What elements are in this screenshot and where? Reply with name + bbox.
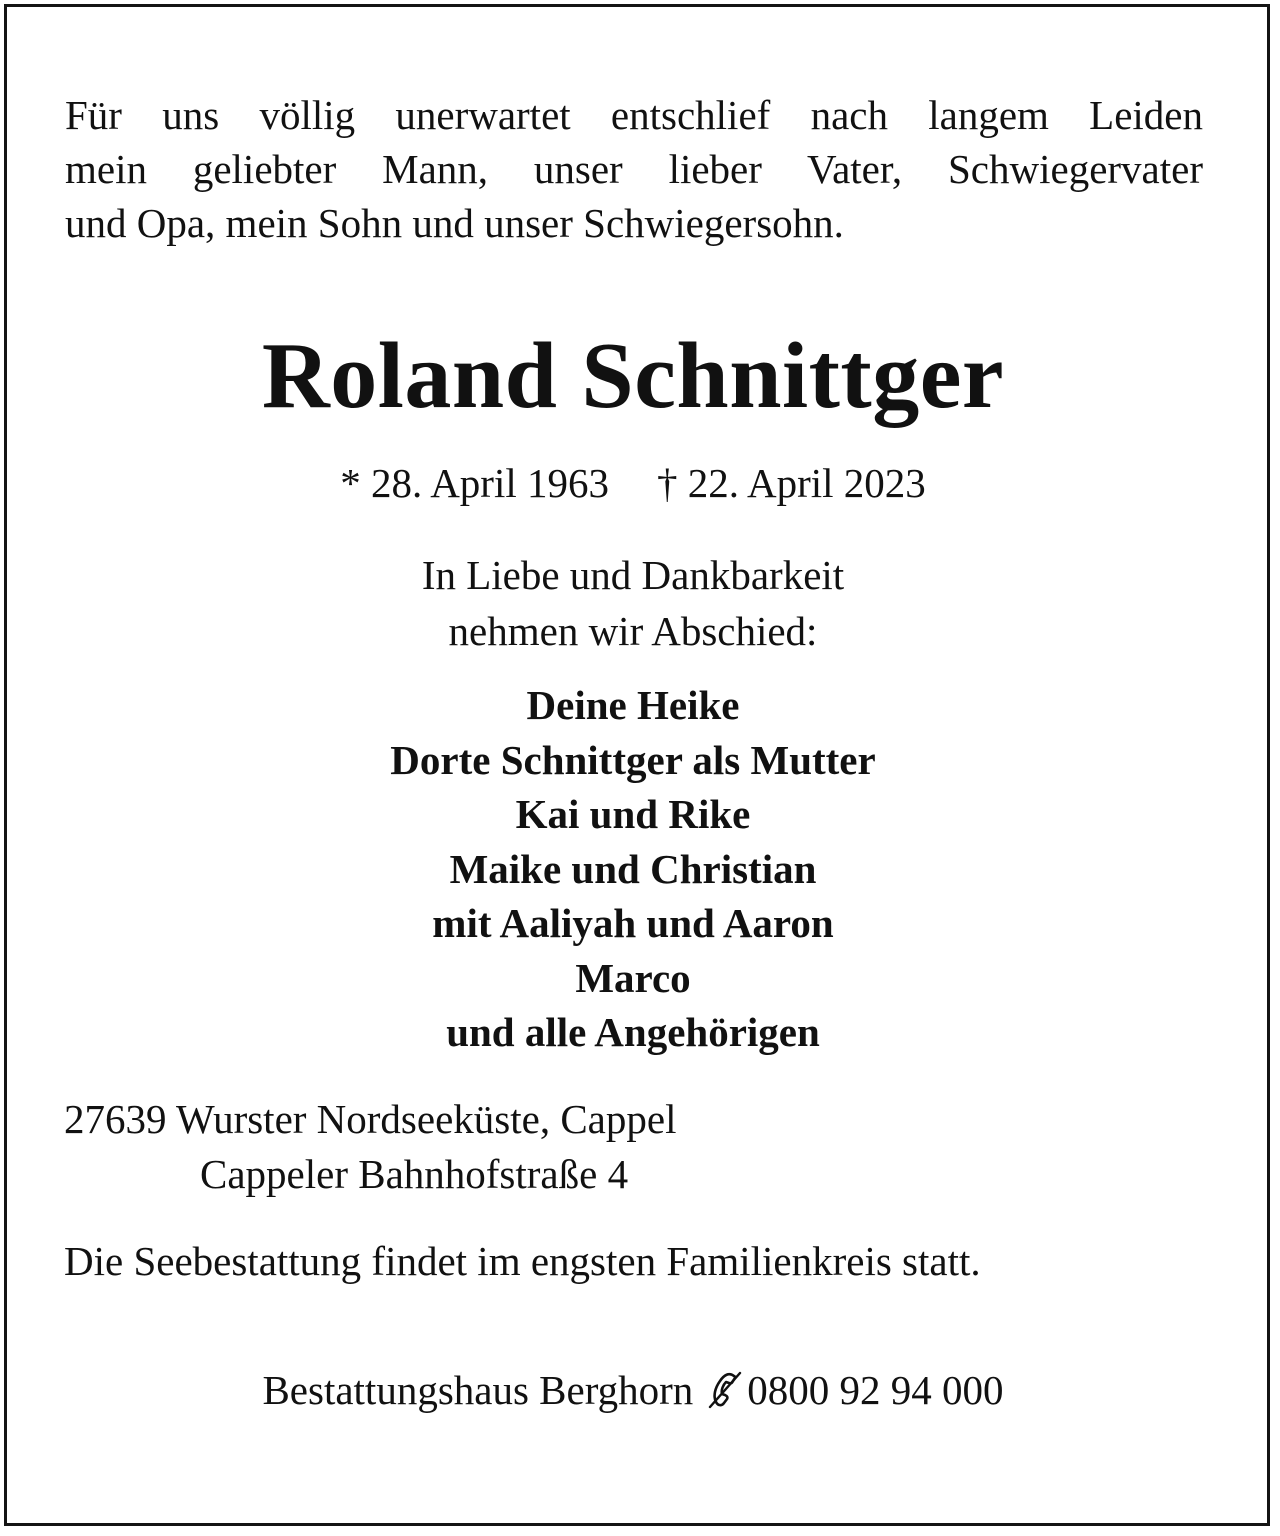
phone-icon (707, 1368, 743, 1408)
address-street: Cappeler Bahnhofstraße 4 (200, 1151, 629, 1197)
mourner-entry: Marco (575, 954, 691, 1001)
mourner-entry: Kai und Rike (515, 791, 751, 837)
mourners-list (0, 678, 1266, 1060)
intro-line: mein geliebter Mann, unser lieber Vater, Schwiegervater (65, 146, 1203, 192)
mourner-entry: mit Aaliyah und Aaron (432, 900, 834, 946)
birth-date: * 28. April 1963 (340, 460, 609, 506)
death-date: † 22. April 2023 (657, 460, 926, 506)
mourner-entry: Deine Heike (526, 682, 740, 728)
mourner-entry: Dorte Schnittger als Mutter (390, 736, 876, 783)
farewell-line: nehmen wir Abschied: (448, 608, 818, 654)
mourner-entry: Maike und Christian (449, 845, 817, 892)
intro-line: und Opa, mein Sohn und unser Schwiegersohn. (65, 200, 844, 246)
intro-line: Für uns völlig unerwartet entschlief nach langem Leiden (65, 92, 1203, 138)
deceased-name: Roland Schnittger (261, 324, 1005, 428)
address-city: 27639 Wurster Nordseeküste, Cappel (64, 1096, 677, 1142)
intro-text (65, 88, 1203, 250)
mourner-entry: und alle Angehörigen (446, 1009, 820, 1055)
phone-number: 0800 92 94 000 (747, 1367, 1004, 1413)
farewell-line: In Liebe und Dankbarkeit (421, 552, 845, 598)
life-dates (0, 455, 1266, 511)
funeral-home-name: Bestattungshaus Berghorn (262, 1367, 694, 1413)
burial-note: Die Seebestattung findet im engsten Familienkreis statt. (64, 1238, 981, 1284)
funeral-home-line (0, 1362, 1266, 1418)
farewell-text (0, 547, 1266, 659)
address-block (64, 1092, 676, 1202)
